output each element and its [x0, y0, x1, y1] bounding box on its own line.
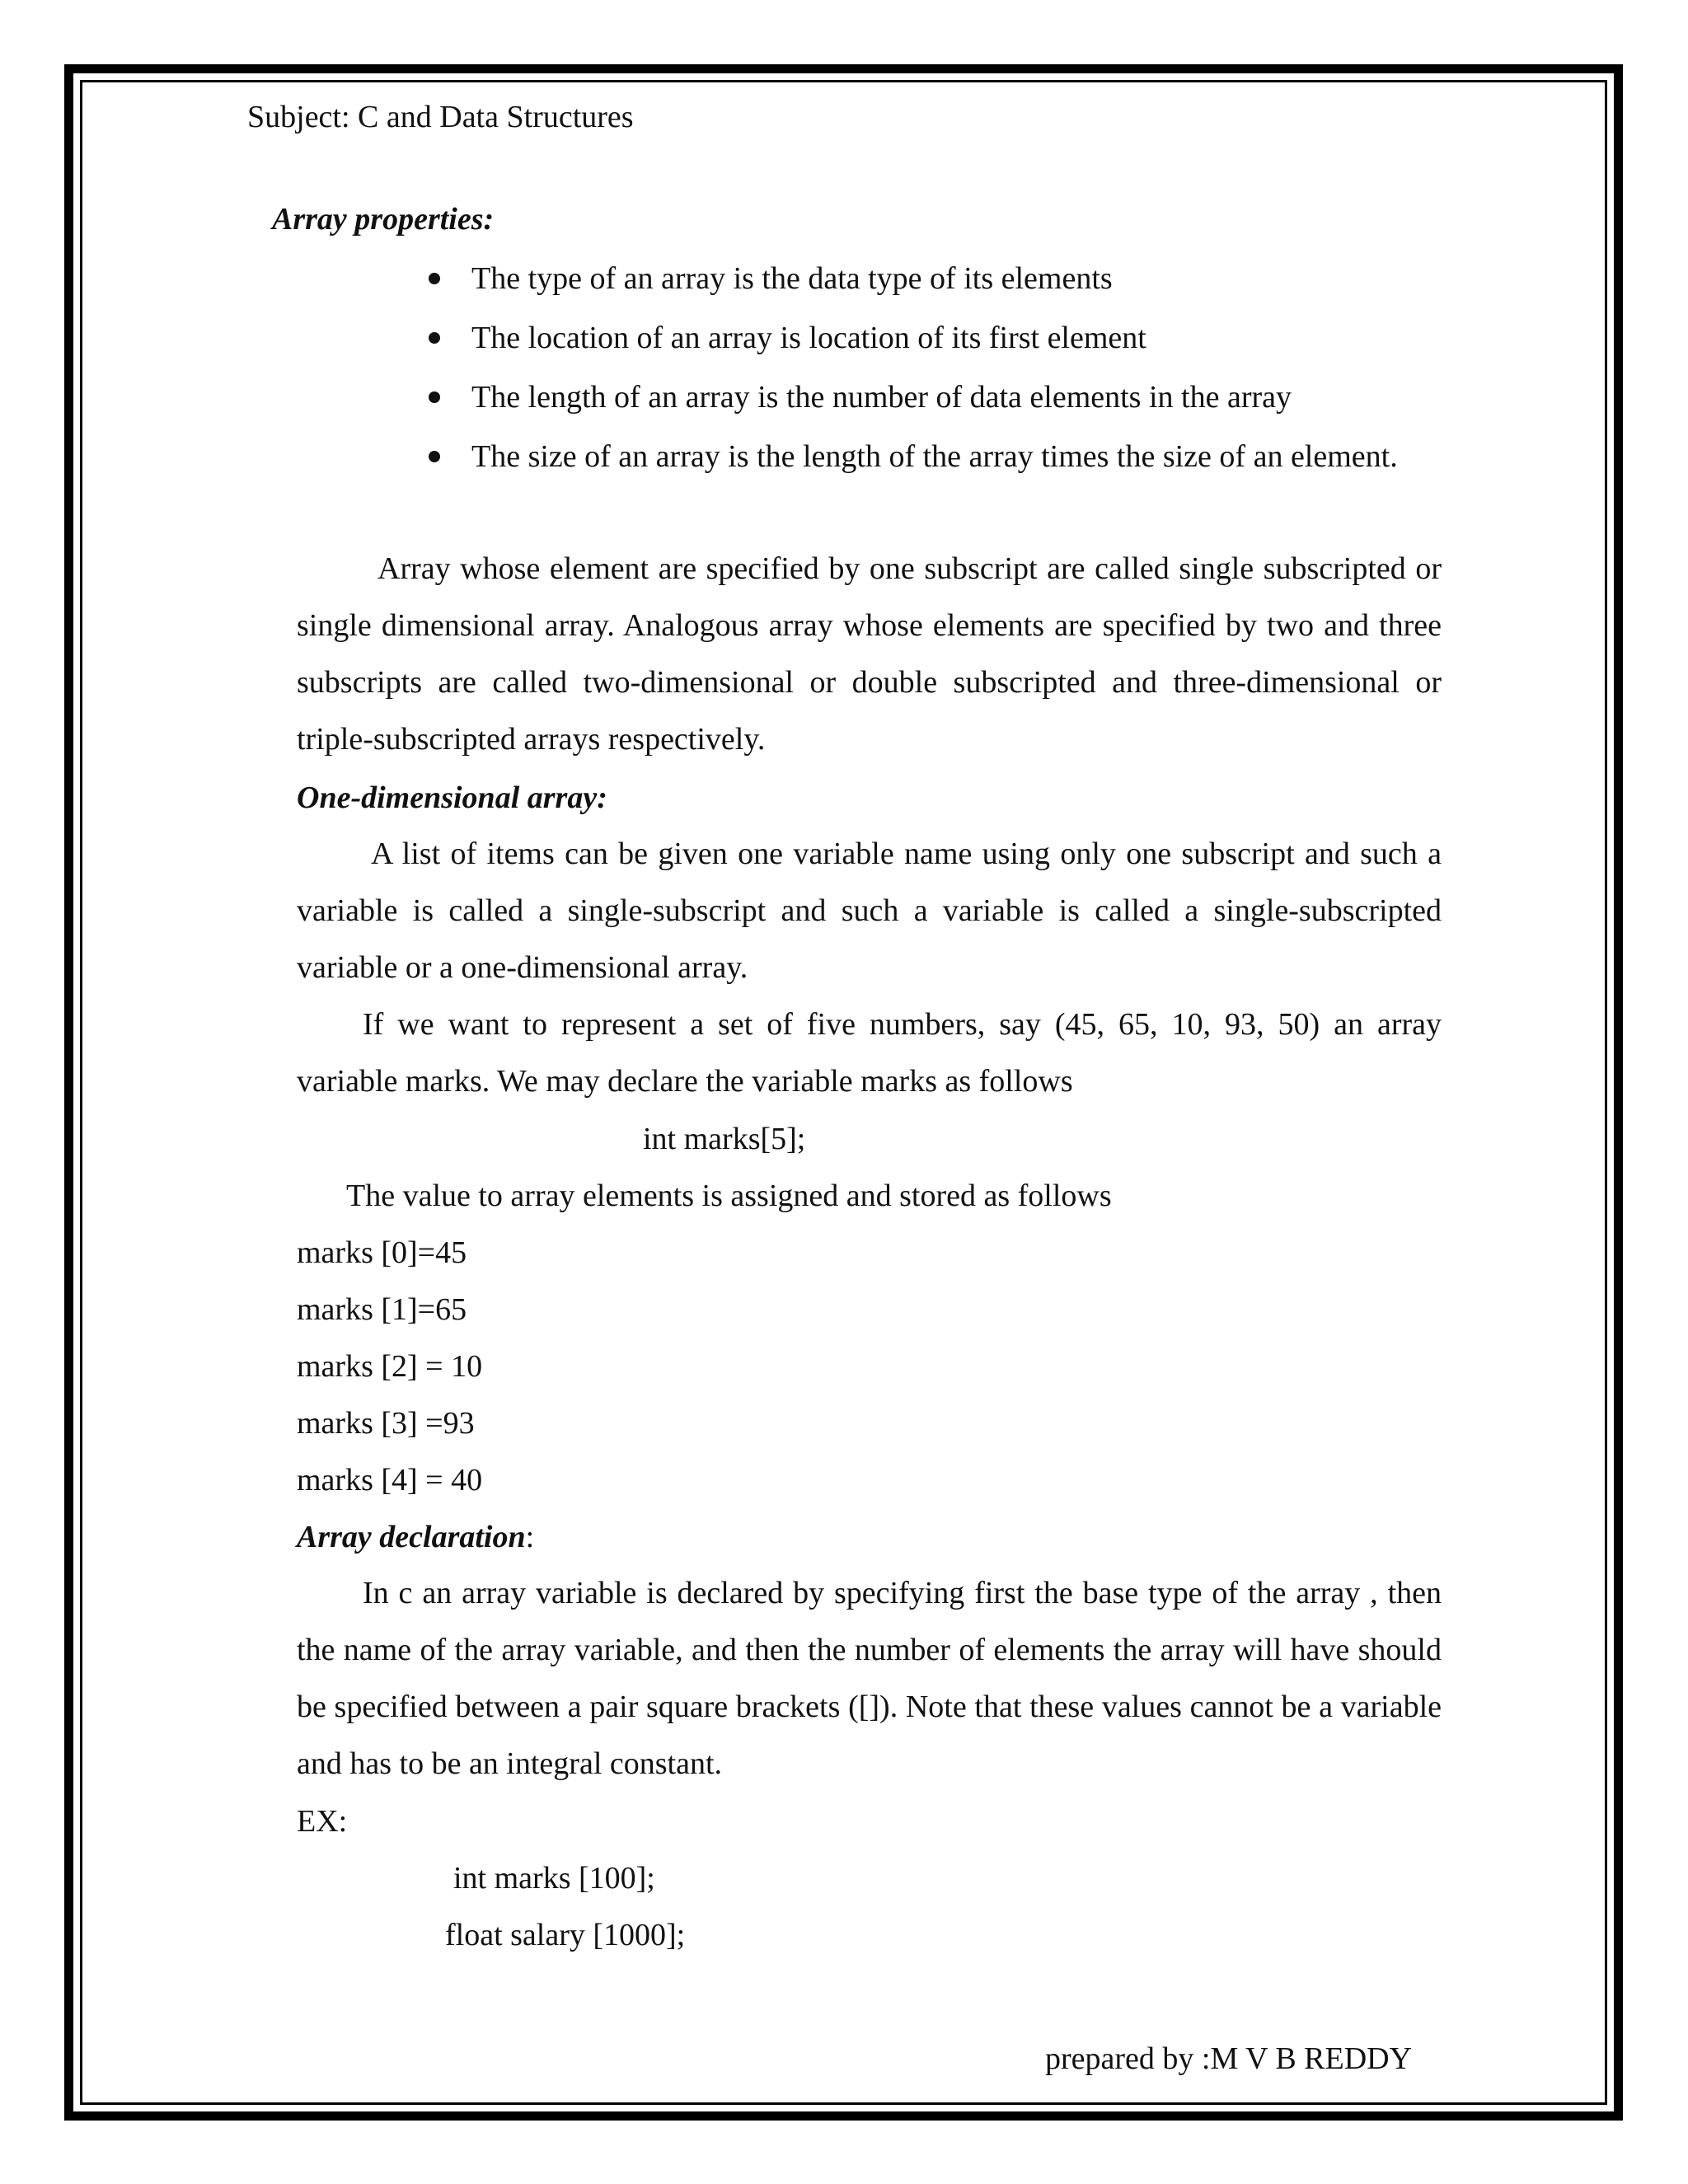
assignment-line: marks [4] = 40 [297, 1463, 483, 1497]
assignment-line: marks [0]=45 [297, 1235, 467, 1270]
bullet-icon [429, 451, 440, 462]
list-item: The type of an array is the data type of its elements [420, 251, 1442, 307]
ex-label: EX: [297, 1804, 348, 1839]
list-item: The length of an array is the number of data elements in the array [420, 369, 1442, 426]
example-line: int marks [100]; [453, 1861, 655, 1896]
subject-header: Subject: C and Data Structures [247, 100, 634, 134]
heading-array-properties: Array properties: [272, 202, 495, 237]
array-declaration-paragraph: In c an array variable is declared by specifying first the base type of the array , then the name of the array variable, and then the number of elements the array will have should be specified between a pair square brackets ([]). Note that these values cannot be a variable and has to be an integral constant. [297, 1576, 1442, 1781]
list-item: The size of an array is the length of the array times the size of an element. [420, 429, 1442, 485]
array-properties-paragraph: Array whose element are specified by one subscript are called single subscripted or single dimensional array. Analogous array whose elements are specified by two and three subscripts are called two-dimensional or double subscripted and three-dimensional or triple-subscripted arrays respectively. [297, 551, 1442, 757]
declaration-example: int marks[5]; [643, 1122, 806, 1156]
bullet-icon [429, 273, 440, 284]
one-dimensional-paragraph-2: If we want to represent a set of five numbers, say (45, 65, 10, 93, 50) an array variable marks. We may declare the variable marks as follows [297, 1007, 1442, 1099]
assignment-line: marks [3] =93 [297, 1406, 475, 1441]
heading-array-declaration: Array declaration [297, 1520, 526, 1554]
heading-colon: : [525, 1520, 535, 1554]
list-item: The location of an array is location of its first element [420, 310, 1442, 367]
assignment-line: marks [1]=65 [297, 1292, 467, 1327]
example-line: float salary [1000]; [445, 1918, 686, 1952]
footer-prepared-by: prepared by :M V B REDDY [1045, 2041, 1413, 2076]
array-properties-list [420, 251, 1442, 488]
bullet-icon [429, 391, 440, 403]
one-dimensional-paragraph-1: A list of items can be given one variable name using only one subscript and such a variable is called a single-subscript and such a variable is called a single-subscripted variable or a one-dimensional array. [297, 837, 1442, 985]
heading-one-dimensional: One-dimensional array: [297, 780, 607, 815]
bullet-icon [429, 332, 440, 344]
heading-array-declaration-line [297, 1517, 534, 1557]
assign-intro: The value to array elements is assigned and stored as follows [346, 1179, 1112, 1213]
assignment-line: marks [2] = 10 [297, 1349, 483, 1384]
